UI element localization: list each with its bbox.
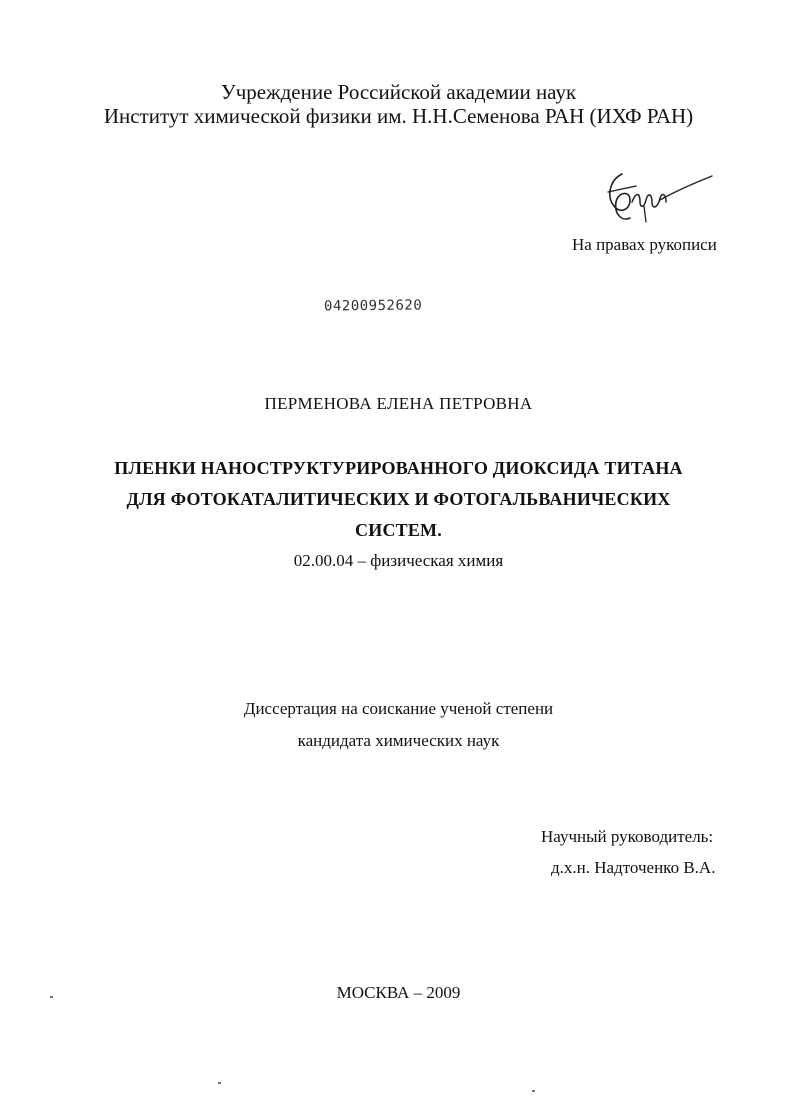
scan-speck: [50, 996, 53, 998]
handwritten-signature: [600, 162, 720, 232]
institution-line-1: Учреждение Российской академии наук: [220, 80, 577, 104]
degree-line-1: Диссертация на соискание ученой степени: [243, 699, 554, 718]
institution-line-2: Институт химической физики им. Н.Н.Семенова РАН (ИХФ РАН): [103, 104, 694, 128]
city-year: МОСКВА – 2009: [336, 983, 461, 1002]
manuscript-rights-note: На правах рукописи: [572, 235, 717, 254]
title-line-2: ДЛЯ ФОТОКАТАЛИТИЧЕСКИХ И ФОТОГАЛЬВАНИЧЕСКИХ: [126, 489, 671, 509]
author-name: ПЕРМЕНОВА ЕЛЕНА ПЕТРОВНА: [264, 394, 533, 413]
title-line-3: СИСТЕМ.: [355, 520, 442, 540]
specialty-code: 02.00.04 – физическая химия: [293, 551, 504, 570]
supervisor-name: д.х.н. Надточенко В.А.: [551, 858, 716, 877]
supervisor-label: Научный руководитель:: [541, 827, 714, 846]
title-line-1: ПЛЕНКИ НАНОСТРУКТУРИРОВАННОГО ДИОКСИДА ТИТАНА: [114, 458, 683, 478]
scan-speck: [532, 1090, 535, 1092]
registration-number: 04200952620: [323, 297, 423, 315]
scan-speck: [218, 1082, 221, 1084]
degree-line-2: кандидата химических наук: [297, 731, 500, 750]
